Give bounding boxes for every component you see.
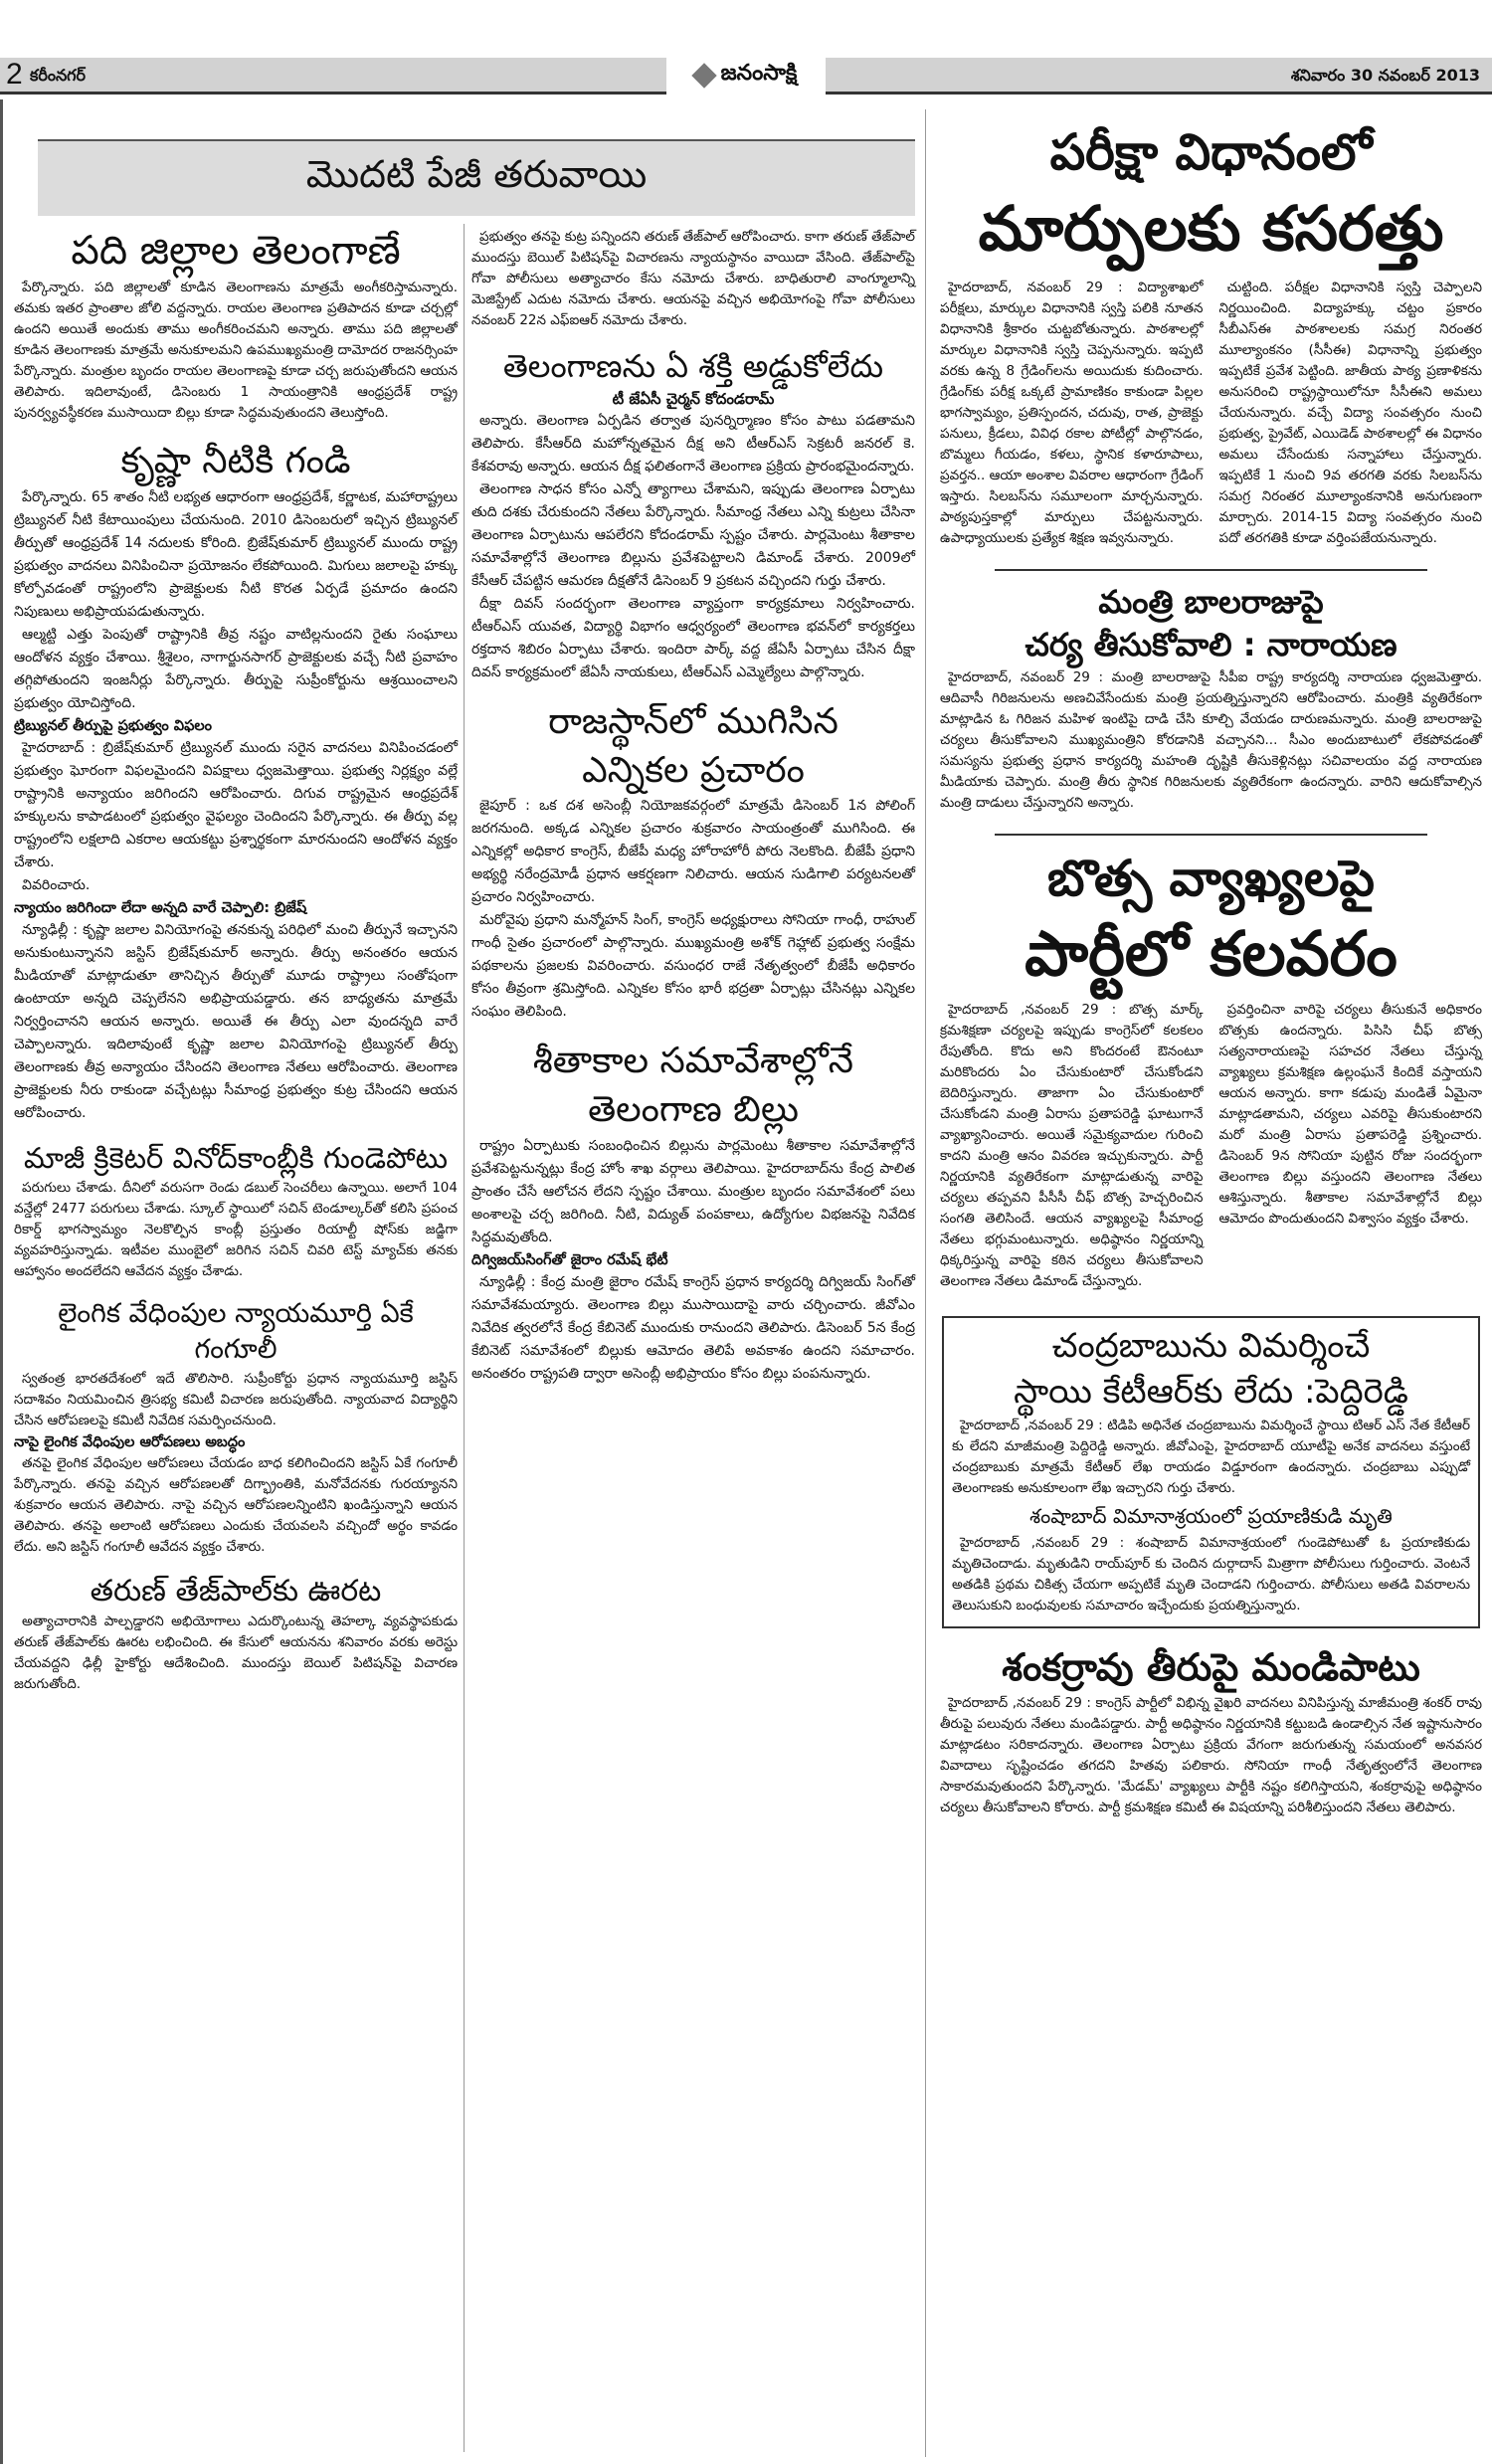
paragraph: తనపై లైంగిక వేధింపుల ఆరోపణలు చేయడం బాధ కలిగించిందని జస్టిస్ ఏకే గంగూలీ పేర్కొన్నారు. తనపై వచ్చిన ఆరోపణలతో దిగ్భ్రాంతికి, మనోవేదనకు గురయ్యానని శుక్రవారం ఆయన తెలిపారు. నాపై వచ్చిన ఆరోపణలన్నింటిని ఖండిస్తున్నాని ఆయన తెలిపారు. తనపై అలాంటి ఆరోపణలు ఎందుకు చేయవలసి వచ్చిందో అర్థం కావడం లేదు. అని జస్టిస్ గంగూలీ ఆవేదన వ్యక్తం చేశారు. <box>14 1454 458 1555</box>
article-body-col-1 <box>940 1000 1204 1292</box>
paragraph: పేర్కొన్నారు. పది జిల్లాలతో కూడిన తెలంగాణను మాత్రమే అంగీకరిస్తామన్నారు. తమకు ఇతర ప్రాంతాల జోలి వద్దన్నారు. రాయల తెలంగాణ ప్రతిపాదన కూడా చర్చల్లో ఉందని అయితే అందుకు తాము అంగీకరించమని అన్నారు. తాము పది జిల్లాలతో కూడిన తెలంగాణకు మాత్రమే అనుకూలమని ఉపముఖ్యమంత్రి దామోదర రాజనర్సింహ పేర్కొన్నారు. మంత్రుల బృందం రాయల తెలంగాణపై కూడా చర్చ జరుపుతోందని ఆయన తెలిపారు. ఇదిలావుంటే, డిసెంబరు 1 సాయంత్రానికి ఆంధ్రప్రదేశ్ రాష్ట్ర పునర్వ్యవస్థీకరణ ముసాయిదా బిల్లు కూడా సిద్ధమవుతుందని తెలుస్తోంది. <box>14 280 458 421</box>
headline-line-2: పార్టీలో కలవరం <box>1025 917 1398 991</box>
paragraph: న్యూఢిల్లీ : కేంద్ర మంత్రి జైరాం రమేష్ కాంగ్రెస్ ప్రధాన కార్యదర్శి దిగ్విజయ్ సింగ్‌తో సమావేశమయ్యారు. తెలంగాణ బిల్లు ముసాయిదాపై వారు చర్చించారు. జీవోఎం నివేదిక త్వరలోనే కేంద్ర కేబినెట్ ముందుకు రానుందని తెలిపారు. డిసెంబర్ 5న కేంద్ర కేబినెట్ సమావేశంలో బిల్లుకు ఆమోదం తెలిపే అవకాశం ఉందని సమాచారం. అనంతరం రాష్ట్రపతి ద్వారా అసెంబ్లీ అభిప్రాయం కోసం బిల్లు పంపనున్నారు. <box>471 1273 915 1382</box>
article-balaraju <box>940 581 1482 813</box>
right-column <box>940 119 1482 1832</box>
article-body <box>14 1369 458 1558</box>
issue-date: శనివారం 30 నవంబర్ 2013 <box>1290 66 1480 85</box>
article-body-col-2 <box>1219 1000 1483 1292</box>
article-body <box>14 1178 458 1282</box>
headline-line-2: ఎన్నికల ప్రచారం <box>582 749 805 791</box>
article-tejpal <box>14 1572 458 1696</box>
paragraph: ఆల్మట్టి ఎత్తు పెంపుతో రాష్ట్రానికి తీవ్ర నష్టం వాటిల్లనుందని రైతు సంఘాలు ఆందోళన వ్యక్తం చేశాయి. శ్రీశైలం, నాగార్జునసాగర్ ప్రాజెక్టులకు వచ్చే నీటి ప్రవాహం తగ్గిపోతుందని ఇంజనీర్లు పేర్కొన్నారు. తీర్పుపై సుప్రీంకోర్టును ఆశ్రయించాలని ప్రభుత్వం యోచిస్తోంది. <box>14 626 458 711</box>
headline-line-1: రాజస్థాన్‌లో ముగిసిన <box>548 701 839 743</box>
headline-line-2: మార్పులకు కసరత్తు <box>978 191 1444 265</box>
headline: పది జిల్లాల తెలంగాణే <box>71 228 401 274</box>
article-winter-session <box>471 1038 915 1385</box>
paragraph: హైదరాబాద్ : బ్రిజేష్‌కుమార్ ట్రిబ్యునల్ ముందు సరైన వాదనలు వినిపించడంలో ప్రభుత్వం ఘోరంగా విఫలమైందని విపక్షాలు ధ్వజమెత్తాయి. ప్రభుత్వ నిర్లక్ష్యం వల్లే రాష్ట్రానికి అన్యాయం జరిగిందని ఆరోపించారు. దిగువ రాష్ట్రమైన ఆంధ్రప్రదేశ్ హక్కులను కాపాడటంలో ప్రభుత్వం వైఫల్యం చెందిందని పేర్కొన్నారు. ఈ తీర్పు వల్ల రాష్ట్రంలోని లక్షలాది ఎకరాల ఆయకట్టు ప్రశ్నార్థకంగా మారనుందని ఆందోళన వ్యక్తం చేశారు. <box>14 739 458 870</box>
article-shankar-rao <box>940 1642 1482 1818</box>
headline: కృష్ణా నీటికి గండి <box>120 441 351 481</box>
subheading: న్యాయం జరిగిందా లేదా అన్నది వారే చెప్పాలి: బ్రిజేష్ <box>14 899 307 916</box>
paragraph: హైదరాబాద్ ,నవంబర్ 29 : కాంగ్రెస్ పార్టీలో విభిన్న వైఖరి వాదనలు వినిపిస్తున్న మాజీమంత్రి శంకర్ రావు తీరుపై పలువురు నేతలు మండిపడ్డారు. పార్టీ అధిష్ఠానం నిర్ణయానికి కట్టుబడి ఉండాల్సిన నేత ఇష్టానుసారం మాట్లాడటం సరికాదన్నారు. తెలంగాణ ఏర్పాటు ప్రక్రియ వేగంగా జరుగుతున్న సమయంలో అనవసర వివాదాలు సృష్టించడం తగదని హితవు పలికారు. సోనియా గాంధీ నేతృత్వంలోనే తెలంగాణ సాకారమవుతుందని పేర్కొన్నారు. 'మేడమ్' వ్యాఖ్యలు పార్టీకి నష్టం కలిగిస్తాయని, శంకర్రావుపై అధిష్ఠానం చర్యలు తీసుకోవాలని కోరారు. పార్టీ క్రమశిక్షణ కమిటీ ఈ విషయాన్ని పరిశీలిస్తుందని నేతలు తెలిపారు. <box>940 1694 1482 1815</box>
headline-line-1: బొత్స వ్యాఖ్యలపై <box>1047 849 1375 907</box>
article-body <box>14 278 458 424</box>
left-border <box>0 99 3 2464</box>
article-botsa <box>940 846 1482 1292</box>
article-kambli <box>14 1139 458 1282</box>
masthead-text: జనంసాక్షి <box>720 61 798 86</box>
paragraph: ప్రభుత్వం తనపై కుట్ర పన్నిందని తరుణ్ తేజ్‌పాల్ ఆరోపించారు. కాగా తరుణ్ తేజ్‌పాల్ ముందస్తు బెయిల్ పిటిషన్‌పై విచారణను న్యాయస్థానం వాయిదా వేసింది. తేజ్‌పాల్‌పై గోవా పోలీసులు అత్యాచారం కేసు నమోదు చేశారు. బాధితురాలి వాంగ్మూలాన్ని మెజిస్ట్రేట్ ఎదుట నమోదు చేశారు. ఆయనపై వచ్చిన అభియోగంపై గోవా పోలీసులు నవంబర్ 22న ఎఫ్ఐఆర్ నమోదు చేశారు. <box>471 229 915 328</box>
paragraph: తెలంగాణ సాధన కోసం ఎన్నో త్యాగాలు చేశామని, ఇప్పుడు తెలంగాణ ఏర్పాటు తుది దశకు చేరుకుందని నేతలు పేర్కొన్నారు. సీమాంధ్ర నేతలు ఎన్ని కుట్రలు చేసినా తెలంగాణ ఏర్పాటును ఆపలేరని కోదండరామ్ స్పష్టం చేశారు. పార్లమెంటు శీతాకాల సమావేశాల్లోనే తెలంగాణ బిల్లును ప్రవేశపెట్టాలని డిమాండ్ చేశారు. 2009లో కేసీఆర్ చేపట్టిన ఆమరణ దీక్షతోనే డిసెంబర్ 9 ప్రకటన వచ్చిందని గుర్తు చేశారు. <box>471 481 915 590</box>
article-body <box>14 486 458 1125</box>
divider <box>995 569 1427 571</box>
article-telangana-unstoppable <box>471 345 915 684</box>
paragraph: ప్రవర్తించినా వారిపై చర్యలు తీసుకునే అధికారం బొత్సకు ఉందన్నారు. పిసిసి చీఫ్ బొత్స సత్యనారాయణపై సహచర నేతలు చేస్తున్న వ్యాఖ్యలు క్రమశిక్షణ ఉల్లంఘనే కిందికే వస్తాయని ఆయన అన్నారు. కాగా కడుపు మండితే ఏమైనా మాట్లాడతామని, చర్యలు ఎవరిపై తీసుకుంటారని మరో మంత్రి ఏరాసు ప్రతాపరెడ్డి ప్రశ్నించారు. డిసెంబర్ 9న సోనియా పుట్టిన రోజు సందర్భంగా తెలంగాణ బిల్లు వస్తుందని తెలంగాణ నేతలు ఆశిస్తున్నారు. శీతాకాల సమావేశాల్లోనే బిల్లు ఆమోదం పొందుతుందని విశ్వాసం వ్యక్తం చేశారు. <box>1218 1001 1482 1227</box>
paragraph: అన్నారు. తెలంగాణ ఏర్పడిన తర్వాత పునర్నిర్మాణం కోసం పాటు పడతామని తెలిపారు. కేసీఆర్‌ది మహోన్నతమైన దీక్ష అని టీఆర్ఎస్ సెక్రటరీ జనరల్ కె. కేశవరావు అన్నారు. ఆయన దీక్ష ఫలితంగానే తెలంగాణ ప్రక్రియ ప్రారంభమైందన్నారు. <box>471 413 915 475</box>
article-body <box>471 1135 915 1386</box>
page-number: 2 <box>6 58 23 91</box>
headline-line-1: శీతాకాల సమావేశాల్లోనే <box>532 1041 854 1082</box>
headline-line-2: తెలంగాణ బిల్లు <box>588 1088 799 1130</box>
article-tejpal-continued <box>471 227 915 331</box>
subheading: శంషాబాద్ విమానాశ్రయంలో ప్రయాణికుడి మృతి <box>1029 1503 1393 1528</box>
headline: శంకర్రావు తీరుపై మండిపాటు <box>1002 1644 1420 1689</box>
paragraph: రాష్ట్రం ఏర్పాటుకు సంబంధించిన బిల్లును పార్లమెంటు శీతాకాల సమావేశాల్లోనే ప్రవేశపెట్టనున్నట్లు కేంద్ర హోం శాఖ వర్గాలు తెలిపాయి. హైదరాబాద్‌ను కేంద్ర పాలిత ప్రాంతం చేసే ఆలోచన లేదని స్పష్టం చేశాయి. మంత్రుల బృందం సమావేశంలో పలు అంశాలపై చర్చ జరిగింది. నీటి, విద్యుత్ పంపకాలు, ఉద్యోగుల విభజనపై నివేదిక సిద్ధమవుతోంది. <box>471 1137 915 1245</box>
subheading: నాపై లైంగిక వేధింపుల ఆరోపణలు అబద్ధం <box>14 1433 246 1450</box>
article-body-col-2 <box>1219 278 1483 549</box>
boxed-article-peddireddy <box>942 1316 1480 1628</box>
headline-line-1: చంద్రబాబును విమర్శించే <box>1051 1325 1371 1366</box>
article-body <box>940 1693 1482 1818</box>
article-ten-districts <box>14 224 458 424</box>
divider <box>995 834 1427 836</box>
paragraph: హైదరాబాద్, నవంబర్ 29 : విద్యాశాఖలో పరీక్షలు, మార్కుల విధానానికి స్వస్తి పలికి నూతన విధానానికి శ్రీకారం చుట్టబోతున్నారు. పాఠశాలల్లో మార్కుల విధానానికి స్వస్తి చెప్పనున్నారు. ఇప్పటి వరకు ఉన్న 8 గ్రేడింగ్‌లను అయిదుకు కుదించారు. గ్రేడింగ్‌కు పరీక్ష ఒక్కటే ప్రామాణికం కాకుండా పిల్లల భాగస్వామ్యం, ప్రతిస్పందన, చదువు, రాత, ప్రాజెక్టు పనులు, క్రీడలు, వివిధ రకాల పోటీల్లో పాల్గొనడం, బొమ్మలు గీయడం, కళలు, స్థానిక కళారూపాలు, ప్రవర్తన.. ఆయా అంశాల వివరాల ఆధారంగా గ్రేడింగ్ ఇస్తారు. సిలబస్‌ను సమూలంగా మార్చనున్నారు. పాఠ్యపుస్తకాల్లో మార్పులు చేపట్టనున్నారు. ఉపాధ్యాయులకు ప్రత్యేక శిక్షణ ఇవ్వనున్నారు. <box>940 280 1204 547</box>
article-body <box>940 667 1482 814</box>
continuation-banner: మొదటి పేజీ తరువాయి <box>38 139 915 216</box>
article-body <box>14 1611 458 1695</box>
article-body <box>471 795 915 1024</box>
article-krishna-water <box>14 438 458 1125</box>
article-exam-reforms <box>940 119 1482 549</box>
paragraph: పేర్కొన్నారు. 65 శాతం నీటి లభ్యత ఆధారంగా ఆంధ్రప్రదేశ్, కర్ణాటక, మహారాష్ట్రలు ట్రిబ్యునల్ నీటి కేటాయింపులు చేయనుంది. 2010 డిసెంబరులో ఇచ్చిన ట్రిబ్యునల్ తీర్పుతో ఆంధ్రప్రదేశ్ 14 నదులకు కోరింది. బ్రిజేష్‌కుమార్ ట్రిబ్యునల్ ముందు రాష్ట్ర ప్రభుత్వం వాదనలు వినిపించినా ప్రయోజనం లేకపోయింది. మిగులు జలాలపై హక్కు కోల్పోవడంతో రాష్ట్రంలోని ప్రాజెక్టులకు నీటి కొరత ఏర్పడే ప్రమాదం ఉందని నిపుణులు అభిప్రాయపడుతున్నారు. <box>14 488 458 620</box>
article-body <box>952 1416 1470 1499</box>
article-body-col-1 <box>940 278 1204 549</box>
article-rajasthan <box>471 698 915 1024</box>
paragraph: హైదరాబాద్ ,నవంబర్ 29 : శంషాబాద్ విమానాశ్రయంలో గుండెపోటుతో ఓ ప్రయాణికుడు మృతిచెందాడు. మృతుడిని రాయ్‌పూర్ కు చెందిన దుర్గాదాస్ మిత్రాగా పోలీసులు గుర్తించారు. వెంటనే అతడికి ప్రథమ చికిత్స చేయగా అప్పటికే మృతి చెందాడని గుర్తించారు. పోలీసులు అతడి వివరాలను తెలుసుకుని బంధువులకు సమాచారం ఇచ్చేందుకు ప్రయత్నిస్తున్నారు. <box>952 1534 1470 1613</box>
left-column <box>14 224 458 1709</box>
article-body <box>471 227 915 331</box>
headline-line-1: మంత్రి బాలరాజుపై <box>1098 583 1324 622</box>
headline: లైంగిక వేధింపుల న్యాయమూర్తి ఏకే గంగూలీ <box>58 1297 414 1366</box>
paragraph: వివరించారు. <box>22 876 91 893</box>
article-body <box>471 410 915 684</box>
middle-column <box>471 227 915 1400</box>
article-body <box>952 1533 1470 1616</box>
masthead-logo <box>666 54 826 97</box>
headline: తరుణ్ తేజ్‌పాల్‌కు ఊరట <box>90 1573 382 1609</box>
subheading: దిగ్విజయ్‌సింగ్‌తో జైరాం రమేష్ భేటీ <box>471 1251 668 1268</box>
paragraph: చుట్టింది. పరీక్షల విధానానికి స్వస్తి చెప్పాలని నిర్ణయించింది. విద్యాహక్కు చట్టం ప్రకారం సీబీఎస్‌ఈ పాఠశాలలకు సమగ్ర నిరంతర మూల్యాంకనం (సీసీఈ) విధానాన్ని ప్రభుత్వం ఇప్పటికే ప్రవేశ పెట్టింది. జాతీయ పాఠ్య ప్రణాళికను అనుసరించి రాష్ట్రస్థాయిలోనూ సీసీఈని అమలు చేయనున్నారు. వచ్చే విద్యా సంవత్సరం నుంచి ప్రభుత్వ, ప్రైవేట్, ఎయిడెడ్ పాఠశాలల్లో ఈ విధానం అమలు చేసేందుకు సన్నాహాలు చేస్తున్నారు. ఇప్పటికే 1 నుంచి 9వ తరగతి వరకు సిలబస్‌ను సమగ్ర నిరంతర మూల్యాంకనానికి అనుగుణంగా మార్చారు. 2014-15 విద్యా సంవత్సరం నుంచి పదో తరగతికి కూడా వర్తింపజేయనున్నారు. <box>1218 280 1482 547</box>
headline-line-2: స్థాయి కేటీఆర్‌కు లేదు :పెద్దిరెడ్డి <box>1014 1371 1408 1412</box>
column-divider <box>464 224 465 2452</box>
paragraph: న్యూఢిల్లీ : కృష్ణా జలాల వినియోగంపై తనకున్న పరిధిలో మంచి తీర్పునే ఇచ్చానని అనుకుంటున్నానని జస్టిస్ బ్రిజేష్‌కుమార్ అన్నారు. తీర్పు అనంతరం ఆయన మీడియాతో మాట్లాడుతూ తానిచ్చిన తీర్పుతో మూడు రాష్ట్రాలు సంతోషంగా ఉంటాయా అన్నది చెప్పలేనని అభిప్రాయపడ్డారు. తన బాధ్యతను మాత్రమే నిర్వర్తించానని ఆయన అన్నారు. అయితే ఈ తీర్పు ఎలా వుందన్నది వారే చెప్పాలన్నారు. ఇదిలావుంటే కృష్ణా జలాల వినియోగంపై ట్రిబ్యునల్ తీర్పు తెలంగాణకు తీవ్ర అన్యాయం చేసిందని తెలంగాణ నేతలు ఆరోపించారు. తెలంగాణ ప్రాజెక్టులకు నీరు రాకుండా వచ్చేటట్లు సీమాంధ్ర ప్రభుత్వం కుట్ర చేసిందని ఆయన ఆరోపించారు. <box>14 921 458 1121</box>
subheading: ట్రిబ్యునల్ తీర్పుపై ప్రభుత్వం విఫలం <box>14 717 213 734</box>
paragraph: అత్యాచారానికి పాల్పడ్డారని అభియోగాలు ఎదుర్కొంటున్న తెహల్కా వ్యవస్థాపకుడు తరుణ్ తేజ్‌పాల్‌కు ఊరట లభించింది. ఈ కేసులో ఆయనను శనివారం వరకు అరెస్టు చేయవద్దని ఢిల్లీ హైకోర్టు ఆదేశించింది. ముందస్తు బెయిల్ పిటిషన్‌పై విచారణ జరుగుతోంది. <box>14 1613 458 1693</box>
paragraph: హైదరాబాద్ ,నవంబర్ 29 : టిడిపి అధినేత చంద్రబాబును విమర్శించే స్థాయి టిఆర్ ఎస్ నేత కేటీఆర్ కు లేదని మాజీమంత్రి పెద్దిరెడ్డి అన్నారు. జీవోఎంపై, హైదరాబాద్ యూటీపై అనేక వాదనలు వస్తుంటే చంద్రబాబుకు మాత్రమే కేటీఆర్ లేఖ రాయడం విడ్డూరంగా ఉందన్నారు. చంద్రబాబు ఎప్పుడో తెలంగాణకు అనుకూలంగా లేఖ ఇచ్చారని గుర్తు చేశారు. <box>952 1417 1470 1496</box>
article-ganguly <box>14 1296 458 1558</box>
paragraph: దీక్షా దివస్ సందర్భంగా తెలంగాణ వ్యాప్తంగా కార్యక్రమాలు నిర్వహించారు. టీఆర్ఎస్ యువత, విద్యార్థి విభాగం ఆధ్వర్యంలో తెలంగాణ భవన్‌లో కార్యకర్తలు రక్తదాన శిబిరం ఏర్పాటు చేశారు. ఇందిరా పార్క్ వద్ద జేఏసీ ఏర్పాటు చేసిన దీక్షా దివస్ కార్యక్రమంలో జేఏసీ నాయకులు, టీఆర్ఎస్ ఎమ్మెల్యేలు పాల్గొన్నారు. <box>471 596 915 681</box>
page-header <box>0 58 1492 95</box>
paragraph: హైదరాబాద్ ,నవంబర్ 29 : బొత్స మార్క్ క్రమశిక్షణా చర్యలపై ఇప్పుడు కాంగ్రెస్‌లో కలకలం రేపుతోంది. కొదు అని కొందరంటే ఔనంటూ మరికొందరు ఏం చేసుకుంటారో చేసుకోండని బెదిరిస్తున్నారు. తాజాగా ఏం చేసుకుంటారో చేసుకోండని మంత్రి ఏరాసు ప్రతాపరెడ్డి ఘాటుగానే వ్యాఖ్యానించారు. అయితే సమైక్యవాదుల గురించి కాదని మంత్రి ఆనం వివరణ ఇచ్చుకున్నారు. పార్టీ నిర్ణయానికి వ్యతిరేకంగా మాట్లాడుతున్న వారిపై చర్యలు తప్పవని పీసీసీ చీఫ్ బొత్స హెచ్చరించిన సంగతి తెలిసిందే. ఆయన వ్యాఖ్యలపై సీమాంధ్ర నేతలు భగ్గుమంటున్నారు. అధిష్ఠానం నిర్ణయాన్ని ధిక్కరిస్తున్న వారిపై కఠిన చర్యలు తీసుకోవాలని తెలంగాణ నేతలు డిమాండ్ చేస్తున్నారు. <box>940 1001 1204 1289</box>
paragraph: హైదరాబాద్, నవంబర్ 29 : మంత్రి బాలరాజుపై సీపీఐ రాష్ట్ర కార్యదర్శి నారాయణ ధ్వజమెత్తారు. ఆదివాసీ గిరిజనులను అణచివేసేందుకు మంత్రి ప్రయత్నిస్తున్నారని ఆరోపించారు. మంత్రికి వ్యతిరేకంగా మాట్లాడిన ఓ గిరిజన మహిళ ఇంటిపై దాడి చేసి కూల్చి వేయడం దారుణమన్నారు. మంత్రి బాలరాజుపై చర్యలు తీసుకోవాలని ముఖ్యమంత్రిని కోరడానికి వచ్చానని... సీఎం అందుబాటులో లేకపోవడంతో సమస్యను ప్రభుత్వ ప్రధాన కార్యదర్శి మహంతి దృష్టికి తీసుకెళ్లినట్లు సచివాలయం వద్ద నారాయణ మీడియాకు చెప్పారు. మంత్రి తీరు స్థానిక గిరిజనులకు వ్యతిరేకంగా ఉందన్నారు. వారిని ఆదుకోవాల్సిన మంత్రి దాడులు చేస్తున్నారని అన్నారు. <box>940 668 1482 811</box>
paragraph: స్వతంత్ర భారతదేశంలో ఇదే తొలిసారి. సుప్రీంకోర్టు ప్రధాన న్యాయమూర్తి జస్టిస్ సదాశివం నియమించిన త్రిసభ్య కమిటీ విచారణ జరుపుతోంది. న్యాయవాద విద్యార్థిని చేసిన ఆరోపణలపై కమిటీ నివేదిక సమర్పించనుంది. <box>14 1370 458 1428</box>
paragraph: పరుగులు చేశాడు. దీనిలో వరుసగా రెండు డబుల్ సెంచరీలు ఉన్నాయి. అలాగే 104 వన్డేల్లో 2477 పరుగులు చేశాడు. స్కూల్ స్థాయిలో సచిన్ టెండూల్కర్‌తో కలిసి ప్రపంచ రికార్డ్ భాగస్వామ్యం నెలకొల్పిన కాంబ్లీ ప్రస్తుతం రియాల్టీ షోస్‌కు జడ్జిగా వ్యవహరిస్తున్నాడు. ఇటీవల ముంబైలో జరిగిన సచిన్ చివరి టెస్ట్ మ్యాచ్‌కు తనకు ఆహ్వానం అందలేదని ఆవేదన వ్యక్తం చేశాడు. <box>14 1179 458 1279</box>
headline-line-2: చర్య తీసుకోవాలి : నారాయణ <box>1025 626 1398 664</box>
headline-line-1: పరీక్షా విధానంలో <box>1049 123 1373 181</box>
column-divider <box>925 109 926 2457</box>
headline: మాజీ క్రికెటర్ వినోద్‌కాంబ్లీకి గుండెపోటు <box>23 1140 449 1175</box>
headline: తెలంగాణను ఏ శక్తి అడ్డుకోలేదు <box>502 347 884 385</box>
edition-name: కరీంనగర్ <box>30 66 87 85</box>
logo-mark-icon <box>691 63 716 88</box>
byline: టీ జేఏసీ చైర్మన్ కోదండరామ్ <box>612 390 775 409</box>
paragraph: జైపూర్ : ఒక దశ అసెంబ్లీ నియోజకవర్గంలో మాత్రమే డిసెంబర్ 1న పోలింగ్ జరగనుంది. అక్కడ ఎన్నికల ప్రచారం శుక్రవారం సాయంత్రంతో ముగిసింది. ఈ ఎన్నికల్లో అధికార కాంగ్రెస్, బీజేపీ మధ్య హోరాహోరీ పోరు నెలకొంది. బీజేపీ ప్రధాని అభ్యర్థి నరేంద్రమోడీ ప్రధాన ఆకర్షణగా నిలిచారు. ఆయన సుడిగాలి పర్యటనలతో ప్రచారం నిర్వహించారు. <box>471 798 915 906</box>
paragraph: మరోవైపు ప్రధాని మన్మోహన్ సింగ్, కాంగ్రెస్ అధ్యక్షురాలు సోనియా గాంధీ, రాహుల్ గాంధీ సైతం ప్రచారంలో పాల్గొన్నారు. ముఖ్యమంత్రి అశోక్ గెహ్లాట్ ప్రభుత్వ సంక్షేమ పథకాలను ప్రజలకు వివరించారు. వసుంధర రాజే నేతృత్వంలో బీజేపీ అధికారం కోసం తీవ్రంగా శ్రమిస్తోంది. ఎన్నికల కోసం భారీ భద్రతా ఏర్పాట్లు చేసినట్లు ఎన్నికల సంఘం తెలిపింది. <box>471 912 915 1021</box>
